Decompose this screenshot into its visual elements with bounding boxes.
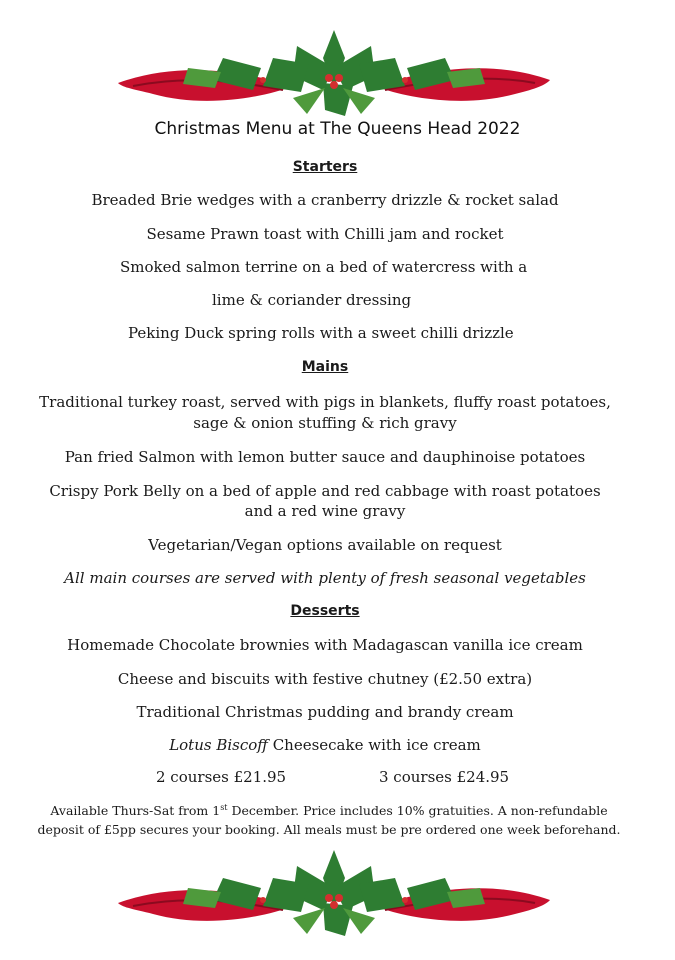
- main-item-continued: and a red wine gravy: [244, 502, 406, 520]
- price-three-courses: 3 courses £24.95: [379, 768, 510, 786]
- main-item: Crispy Pork Belly on a bed of apple and red cabbage with roast potatoes: [49, 482, 601, 500]
- starter-item-continued: lime & coriander dressing: [212, 291, 412, 309]
- footer-text-end: December. Price includes 10% gratuities. A non-refundable: [227, 803, 608, 818]
- starter-item: Peking Duck spring rolls with a sweet chilli drizzle: [128, 324, 514, 342]
- holly-ribbon-top-icon: [113, 28, 555, 118]
- price-two-courses: 2 courses £21.95: [156, 768, 287, 786]
- main-item-continued: sage & onion stuffing & rich gravy: [193, 414, 457, 432]
- main-item: Vegetarian/Vegan options available on request: [148, 536, 502, 554]
- footer-line-2: deposit of £5pp secures your booking. All meals must be pre ordered one week beforehand.: [37, 822, 621, 837]
- cheesecake-brand: Lotus Biscoff: [169, 736, 268, 754]
- page-title: Christmas Menu at The Queens Head 2022: [154, 119, 521, 139]
- holly-ribbon-bottom-icon: [113, 848, 555, 938]
- mains-note: All main courses are served with plenty of fresh seasonal vegetables: [64, 569, 586, 587]
- starter-item: Sesame Prawn toast with Chilli jam and rocket: [146, 225, 504, 243]
- starter-item: Smoked salmon terrine on a bed of watercress with a: [120, 258, 528, 276]
- cheesecake-rest: Cheesecake with ice cream: [267, 736, 481, 754]
- dessert-item: Cheese and biscuits with festive chutney (£2.50 extra): [117, 670, 533, 688]
- footer-line-1: [0, 801, 658, 820]
- dessert-item: Traditional Christmas pudding and brandy cream: [136, 703, 514, 721]
- starter-item: Breaded Brie wedges with a cranberry drizzle & rocket salad: [91, 191, 559, 209]
- main-item: Pan fried Salmon with lemon butter sauce and dauphinoise potatoes: [64, 448, 586, 466]
- footer-text-start: Available Thurs-Sat from 1: [50, 803, 221, 818]
- dessert-item: [0, 735, 650, 755]
- footer-ordinal-suffix: st: [220, 802, 228, 812]
- desserts-heading: Desserts: [290, 603, 360, 619]
- main-item: Traditional turkey roast, served with pigs in blankets, fluffy roast potatoes,: [39, 393, 611, 411]
- dessert-item: Homemade Chocolate brownies with Madagascan vanilla ice cream: [67, 636, 583, 654]
- starters-heading: Starters: [292, 159, 358, 175]
- mains-heading: Mains: [301, 359, 349, 375]
